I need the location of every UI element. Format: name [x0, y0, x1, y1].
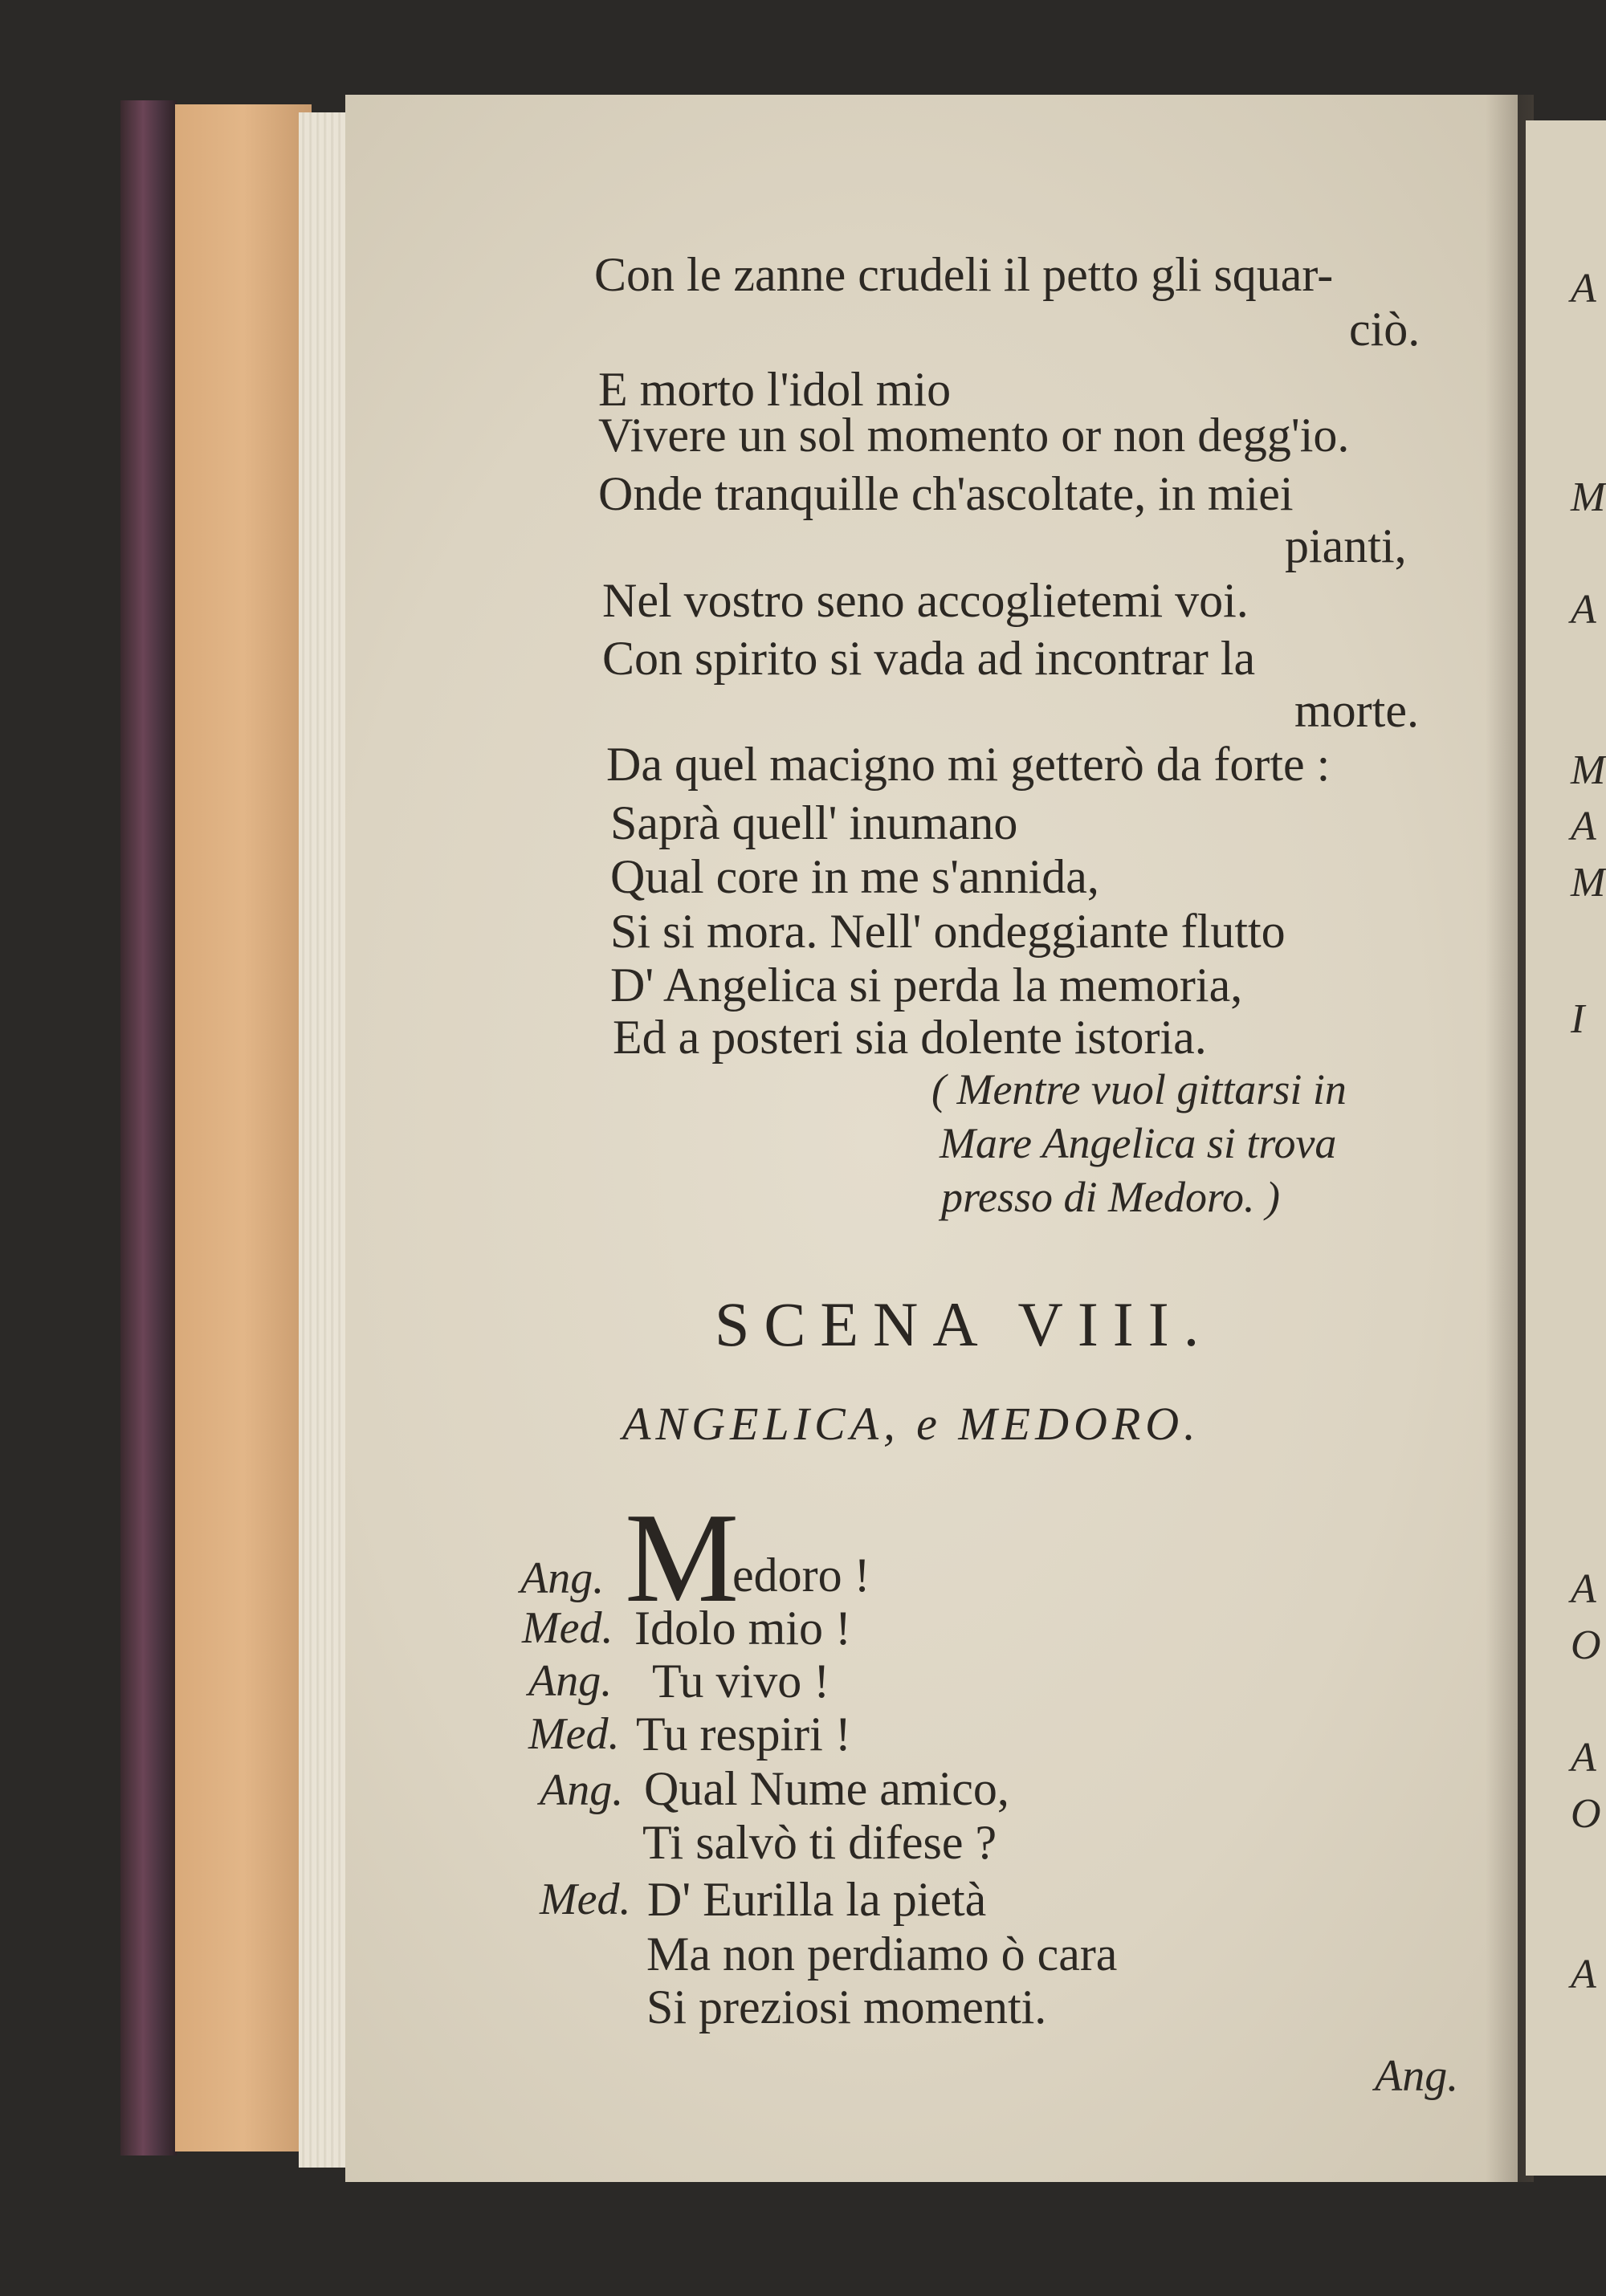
speaker-label: Med. [528, 1709, 620, 1759]
next-page-fragment: I [1571, 996, 1585, 1042]
next-page-fragment: A [1571, 266, 1596, 311]
stage-direction-line: Mare Angelica si trova [940, 1119, 1337, 1167]
scene-characters: ANGELICA, e MEDORO. [622, 1398, 1200, 1450]
book-spine [120, 100, 177, 2156]
next-page-fragment: O [1571, 1791, 1601, 1837]
next-page-fragment: M [1571, 747, 1606, 793]
catchword: Ang. [1375, 2051, 1459, 2101]
next-page-fragment: A [1571, 1952, 1596, 1997]
drop-capital: M [625, 1486, 740, 1629]
verse-line: Ed a posteri sia dolente istoria. [613, 1011, 1207, 1064]
verse-line-continuation: pianti, [1285, 519, 1407, 572]
dialogue-line: Si preziosi momenti. [646, 1981, 1047, 2033]
verse-line: Saprà quell' inumano [610, 796, 1018, 849]
verse-line: Onde tranquille ch'ascoltate, in miei [598, 467, 1294, 520]
next-page-fragment: O [1571, 1622, 1601, 1668]
dialogue-line: Idolo mio ! [634, 1602, 851, 1655]
dialogue-line: Ma non perdiamo ò cara [646, 1928, 1118, 1981]
speaker-label: Ang. [520, 1553, 605, 1603]
next-page-fragment: A [1571, 587, 1596, 633]
verse-line: E morto l'idol mio [598, 363, 952, 416]
verse-line: Con spirito si vada ad incontrar la [602, 632, 1256, 685]
speaker-label: Med. [540, 1875, 631, 1924]
verse-line-continuation: morte. [1294, 684, 1419, 737]
verse-line: Si si mora. Nell' ondeggiante flutto [610, 905, 1286, 958]
verse-line: Nel vostro seno accoglietemi voi. [602, 574, 1249, 627]
dialogue-line: Tu vivo ! [652, 1655, 830, 1708]
stage-direction-line: presso di Medoro. ) [941, 1173, 1280, 1221]
dialogue-line: Tu respiri ! [636, 1708, 851, 1761]
next-page-fragment: A [1571, 1735, 1596, 1781]
speaker-label: Ang. [528, 1656, 613, 1706]
next-page-fragment: M [1571, 474, 1606, 520]
speaker-label: Ang. [540, 1765, 624, 1815]
verse-line: D' Angelica si perda la memoria, [610, 959, 1243, 1012]
stage-direction-line: ( Mentre vuol gittarsi in [931, 1065, 1347, 1113]
dialogue-line: D' Eurilla la pietà [647, 1873, 987, 1926]
speaker-label: Med. [522, 1603, 613, 1653]
next-page-fragment: M [1571, 860, 1606, 906]
dialogue-line: Ti salvò ti difese ? [642, 1816, 997, 1869]
next-page-edge [1526, 120, 1606, 2176]
verse-line-continuation: ciò. [1349, 303, 1421, 356]
dialogue-line: edoro ! [732, 1549, 870, 1602]
verse-line: Vivere un sol momento or non degg'io. [598, 409, 1350, 462]
next-page-fragment: A [1571, 804, 1596, 849]
verse-line: Qual core in me s'annida, [610, 850, 1099, 903]
scene-title: SCENA VIII. [715, 1289, 1214, 1359]
next-page-fragment: A [1571, 1566, 1596, 1612]
verse-line: Da quel macigno mi getterò da forte : [606, 738, 1331, 791]
binding-pastedown [175, 104, 312, 2151]
verse-line: Con le zanne crudeli il petto gli squar- [594, 248, 1334, 301]
dialogue-line: Qual Nume amico, [644, 1762, 1009, 1815]
